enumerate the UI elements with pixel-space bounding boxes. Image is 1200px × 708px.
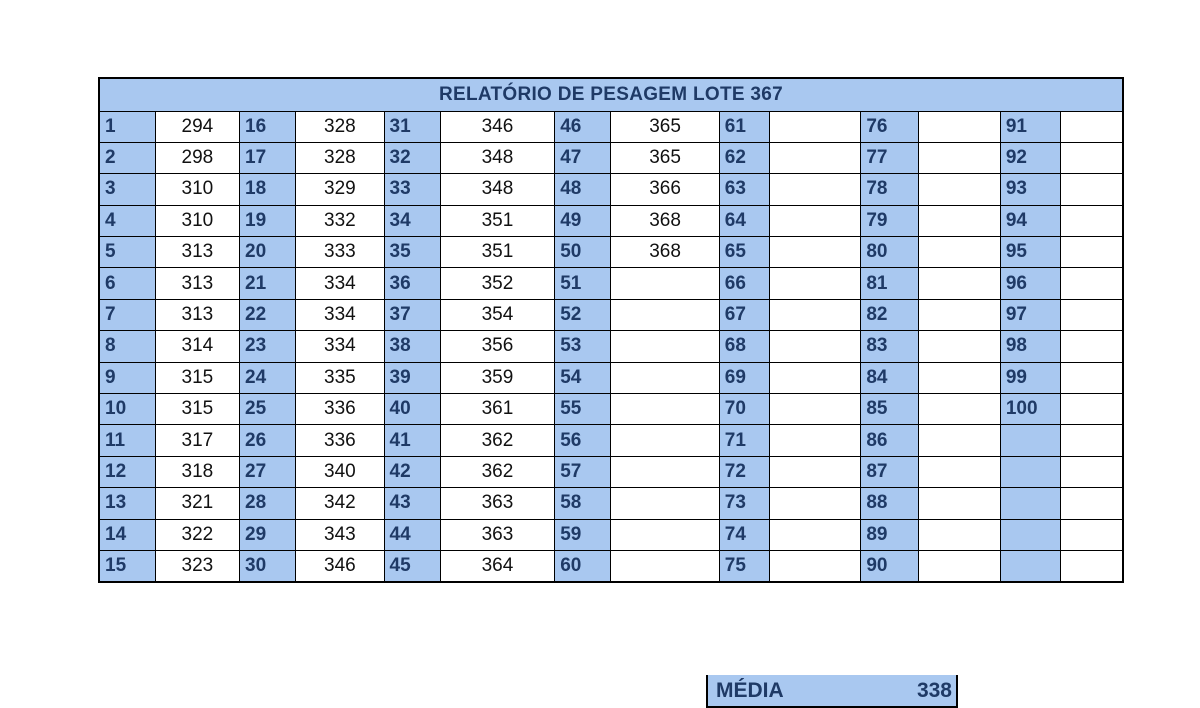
weight-cell: 298 (155, 142, 239, 173)
lot-index-cell: 90 (861, 550, 918, 581)
weight-cell (918, 394, 1000, 425)
weight-cell: 328 (296, 142, 384, 173)
lot-index-cell: 63 (719, 174, 769, 205)
lot-index-cell: 22 (240, 299, 296, 330)
lot-index-cell: 28 (240, 488, 296, 519)
lot-index-cell: 92 (1000, 142, 1060, 173)
weight-cell (611, 488, 719, 519)
lot-index-cell: 1 (99, 111, 155, 142)
lot-index-cell: 34 (384, 205, 440, 236)
weight-cell: 329 (296, 174, 384, 205)
lot-index-cell: 37 (384, 299, 440, 330)
weight-cell: 342 (296, 488, 384, 519)
lot-index-cell: 97 (1000, 299, 1060, 330)
weight-cell: 343 (296, 519, 384, 550)
lot-index-cell: 83 (861, 331, 918, 362)
lot-index-cell: 6 (99, 268, 155, 299)
table-row (99, 142, 1123, 173)
lot-index-cell: 47 (555, 142, 611, 173)
weight-cell (1061, 331, 1123, 362)
lot-index-cell: 85 (861, 394, 918, 425)
weight-cell: 354 (440, 299, 554, 330)
lot-index-cell: 86 (861, 425, 918, 456)
weight-cell (611, 425, 719, 456)
lot-index-cell: 23 (240, 331, 296, 362)
weight-cell: 323 (155, 550, 239, 581)
weight-cell (611, 299, 719, 330)
lot-index-cell: 62 (719, 142, 769, 173)
weight-cell: 332 (296, 205, 384, 236)
weight-cell: 334 (296, 268, 384, 299)
lot-index-cell: 42 (384, 456, 440, 487)
weight-cell (611, 456, 719, 487)
weight-cell: 348 (440, 142, 554, 173)
lot-index-cell (1000, 550, 1060, 581)
lot-index-cell: 75 (719, 550, 769, 581)
weight-cell (611, 394, 719, 425)
lot-index-cell: 11 (99, 425, 155, 456)
lot-index-cell: 19 (240, 205, 296, 236)
lot-index-cell: 96 (1000, 268, 1060, 299)
lot-index-cell: 89 (861, 519, 918, 550)
weight-cell: 351 (440, 237, 554, 268)
lot-index-cell: 67 (719, 299, 769, 330)
weight-cell (918, 550, 1000, 581)
weight-cell: 359 (440, 362, 554, 393)
lot-index-cell: 43 (384, 488, 440, 519)
weight-cell: 333 (296, 237, 384, 268)
weight-cell (918, 299, 1000, 330)
report-title: RELATÓRIO DE PESAGEM LOTE 367 (99, 78, 1123, 111)
lot-index-cell: 49 (555, 205, 611, 236)
lot-index-cell: 52 (555, 299, 611, 330)
weight-cell (769, 488, 860, 519)
lot-index-cell: 10 (99, 394, 155, 425)
lot-index-cell: 38 (384, 331, 440, 362)
lot-index-cell: 74 (719, 519, 769, 550)
weight-cell (769, 550, 860, 581)
weighing-report (98, 77, 1124, 702)
lot-index-cell: 76 (861, 111, 918, 142)
table-row (99, 519, 1123, 550)
weight-cell (769, 394, 860, 425)
lot-index-cell: 9 (99, 362, 155, 393)
weight-cell: 365 (611, 142, 719, 173)
weight-cell (918, 237, 1000, 268)
weighing-table (98, 77, 1124, 583)
weight-cell (611, 550, 719, 581)
lot-index-cell: 25 (240, 394, 296, 425)
lot-index-cell: 56 (555, 425, 611, 456)
lot-index-cell: 17 (240, 142, 296, 173)
table-row (99, 205, 1123, 236)
lot-index-cell: 88 (861, 488, 918, 519)
table-row (99, 456, 1123, 487)
table-row (99, 331, 1123, 362)
lot-index-cell: 78 (861, 174, 918, 205)
lot-index-cell: 60 (555, 550, 611, 581)
lot-index-cell: 81 (861, 268, 918, 299)
weight-cell (611, 268, 719, 299)
lot-index-cell: 84 (861, 362, 918, 393)
weight-cell: 322 (155, 519, 239, 550)
lot-index-cell: 65 (719, 237, 769, 268)
weight-cell: 313 (155, 237, 239, 268)
weight-cell: 315 (155, 394, 239, 425)
lot-index-cell: 27 (240, 456, 296, 487)
table-row (99, 394, 1123, 425)
weight-cell (611, 331, 719, 362)
weight-cell (918, 142, 1000, 173)
weight-cell: 328 (296, 111, 384, 142)
lot-index-cell: 53 (555, 331, 611, 362)
lot-index-cell: 54 (555, 362, 611, 393)
table-row (99, 299, 1123, 330)
weight-cell: 368 (611, 237, 719, 268)
lot-index-cell: 46 (555, 111, 611, 142)
lot-index-cell: 99 (1000, 362, 1060, 393)
lot-index-cell: 24 (240, 362, 296, 393)
lot-index-cell: 29 (240, 519, 296, 550)
weight-cell (1061, 174, 1123, 205)
table-row (99, 174, 1123, 205)
lot-index-cell: 45 (384, 550, 440, 581)
weight-cell: 346 (296, 550, 384, 581)
weight-cell (1061, 237, 1123, 268)
lot-index-cell: 40 (384, 394, 440, 425)
lot-index-cell (1000, 488, 1060, 519)
lot-index-cell: 82 (861, 299, 918, 330)
lot-index-cell: 44 (384, 519, 440, 550)
lot-index-cell: 68 (719, 331, 769, 362)
weight-cell: 364 (440, 550, 554, 581)
weight-cell (769, 237, 860, 268)
table-row (99, 425, 1123, 456)
weight-cell (611, 519, 719, 550)
lot-index-cell: 55 (555, 394, 611, 425)
table-row (99, 237, 1123, 268)
lot-index-cell: 64 (719, 205, 769, 236)
weight-cell: 310 (155, 174, 239, 205)
weight-cell (769, 519, 860, 550)
weight-cell (769, 174, 860, 205)
weight-cell (918, 331, 1000, 362)
weight-cell: 313 (155, 268, 239, 299)
lot-index-cell: 30 (240, 550, 296, 581)
table-row (99, 111, 1123, 142)
weight-cell: 310 (155, 205, 239, 236)
weight-cell (769, 331, 860, 362)
weight-cell (769, 362, 860, 393)
lot-index-cell: 18 (240, 174, 296, 205)
lot-index-cell: 32 (384, 142, 440, 173)
lot-index-cell: 79 (861, 205, 918, 236)
weight-cell (1061, 456, 1123, 487)
lot-index-cell: 57 (555, 456, 611, 487)
lot-index-cell: 3 (99, 174, 155, 205)
table-row (99, 488, 1123, 519)
average-label: MÉDIA (716, 678, 784, 702)
lot-index-cell: 66 (719, 268, 769, 299)
lot-index-cell: 2 (99, 142, 155, 173)
weight-cell (918, 111, 1000, 142)
lot-index-cell: 77 (861, 142, 918, 173)
lot-index-cell: 80 (861, 237, 918, 268)
lot-index-cell: 48 (555, 174, 611, 205)
weight-cell: 368 (611, 205, 719, 236)
weight-cell: 352 (440, 268, 554, 299)
weight-cell (769, 299, 860, 330)
weight-cell (769, 456, 860, 487)
lot-index-cell: 71 (719, 425, 769, 456)
weight-cell (1061, 205, 1123, 236)
weight-cell: 366 (611, 174, 719, 205)
lot-index-cell: 39 (384, 362, 440, 393)
weight-cell: 363 (440, 488, 554, 519)
weight-cell: 335 (296, 362, 384, 393)
weight-cell (769, 425, 860, 456)
lot-index-cell: 14 (99, 519, 155, 550)
weight-cell (1061, 519, 1123, 550)
weight-cell: 362 (440, 425, 554, 456)
weight-cell: 363 (440, 519, 554, 550)
weight-cell: 317 (155, 425, 239, 456)
weight-cell: 314 (155, 331, 239, 362)
weight-cell (918, 456, 1000, 487)
weight-cell (918, 362, 1000, 393)
weight-cell (1061, 268, 1123, 299)
lot-index-cell: 33 (384, 174, 440, 205)
weight-cell: 336 (296, 394, 384, 425)
weight-cell (1061, 550, 1123, 581)
lot-index-cell: 73 (719, 488, 769, 519)
lot-index-cell: 15 (99, 550, 155, 581)
lot-index-cell: 100 (1000, 394, 1060, 425)
lot-index-cell: 26 (240, 425, 296, 456)
lot-index-cell: 87 (861, 456, 918, 487)
lot-index-cell: 70 (719, 394, 769, 425)
lot-index-cell: 13 (99, 488, 155, 519)
weight-cell (769, 111, 860, 142)
weight-cell (1061, 142, 1123, 173)
weight-cell (918, 268, 1000, 299)
lot-index-cell: 61 (719, 111, 769, 142)
weight-cell (769, 205, 860, 236)
lot-index-cell: 35 (384, 237, 440, 268)
lot-index-cell: 69 (719, 362, 769, 393)
weight-cell (918, 425, 1000, 456)
average-box (706, 675, 958, 708)
weight-cell: 334 (296, 299, 384, 330)
weight-cell (769, 142, 860, 173)
table-row (99, 268, 1123, 299)
weight-cell (1061, 488, 1123, 519)
lot-index-cell (1000, 425, 1060, 456)
weight-cell (918, 488, 1000, 519)
weight-cell (1061, 111, 1123, 142)
lot-index-cell: 72 (719, 456, 769, 487)
lot-index-cell: 58 (555, 488, 611, 519)
lot-index-cell: 7 (99, 299, 155, 330)
lot-index-cell: 31 (384, 111, 440, 142)
weight-cell: 315 (155, 362, 239, 393)
weight-cell (611, 362, 719, 393)
weight-cell (769, 268, 860, 299)
lot-index-cell: 91 (1000, 111, 1060, 142)
lot-index-cell: 51 (555, 268, 611, 299)
weight-cell: 340 (296, 456, 384, 487)
lot-index-cell: 50 (555, 237, 611, 268)
weight-cell: 348 (440, 174, 554, 205)
lot-index-cell: 94 (1000, 205, 1060, 236)
lot-index-cell (1000, 456, 1060, 487)
lot-index-cell: 5 (99, 237, 155, 268)
lot-index-cell: 8 (99, 331, 155, 362)
weight-cell: 351 (440, 205, 554, 236)
lot-index-cell: 41 (384, 425, 440, 456)
weight-cell (1061, 394, 1123, 425)
lot-index-cell: 98 (1000, 331, 1060, 362)
weight-cell (1061, 425, 1123, 456)
table-row (99, 550, 1123, 581)
title-row (99, 78, 1123, 111)
weight-cell: 294 (155, 111, 239, 142)
weight-cell: 361 (440, 394, 554, 425)
lot-index-cell (1000, 519, 1060, 550)
weight-cell: 318 (155, 456, 239, 487)
lot-index-cell: 59 (555, 519, 611, 550)
table-row (99, 362, 1123, 393)
lot-index-cell: 4 (99, 205, 155, 236)
weight-cell: 362 (440, 456, 554, 487)
weight-cell: 365 (611, 111, 719, 142)
weight-cell (1061, 299, 1123, 330)
lot-index-cell: 16 (240, 111, 296, 142)
average-value: 338 (916, 678, 952, 702)
weight-cell: 313 (155, 299, 239, 330)
weight-cell (918, 174, 1000, 205)
lot-index-cell: 93 (1000, 174, 1060, 205)
weight-cell: 321 (155, 488, 239, 519)
weight-cell: 346 (440, 111, 554, 142)
weight-cell (918, 205, 1000, 236)
weight-cell (1061, 362, 1123, 393)
lot-index-cell: 20 (240, 237, 296, 268)
lot-index-cell: 12 (99, 456, 155, 487)
weight-cell: 356 (440, 331, 554, 362)
lot-index-cell: 36 (384, 268, 440, 299)
lot-index-cell: 21 (240, 268, 296, 299)
weight-cell: 334 (296, 331, 384, 362)
weight-cell: 336 (296, 425, 384, 456)
weight-cell (918, 519, 1000, 550)
lot-index-cell: 95 (1000, 237, 1060, 268)
